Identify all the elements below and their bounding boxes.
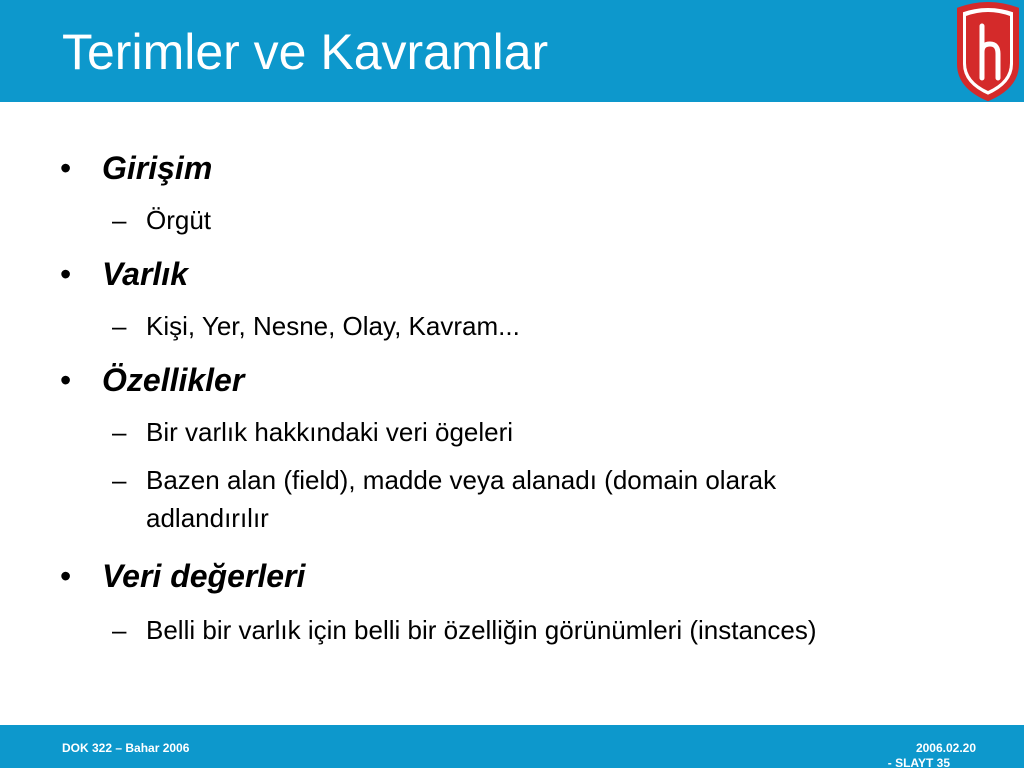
dash-mark: –	[112, 465, 127, 495]
dash-mark: –	[112, 205, 127, 235]
bullet-label: Varlık	[102, 256, 188, 292]
dash-mark: –	[112, 311, 127, 341]
sub-text: Belli bir varlık için belli bir özelliğin görünümleri (instances)	[146, 615, 817, 645]
bullet-mark: •	[60, 150, 72, 186]
slide-date: 2006.02.20	[915, 741, 976, 755]
footer-band	[0, 725, 1024, 768]
sub-text: Bazen alan (field), madde veya alanadı (domain olarak adlandırılır	[146, 465, 777, 533]
dash-mark: –	[112, 417, 127, 447]
sub-text: Bir varlık hakkındaki veri ögeleri	[146, 417, 514, 447]
slide-number: - SLAYT 35	[887, 756, 950, 770]
slide-title: Terimler ve Kavramlar	[62, 24, 549, 80]
sub-text: Kişi, Yer, Nesne, Olay, Kavram...	[146, 311, 520, 341]
bullet-mark: •	[60, 558, 72, 594]
dash-mark: –	[112, 615, 127, 645]
course-label: DOK 322 – Bahar 2006	[62, 741, 190, 755]
bullet-label: Özellikler	[102, 362, 245, 398]
bullet-mark: •	[60, 362, 72, 398]
bullet-label: Veri değerleri	[102, 558, 306, 594]
bullet-label: Girişim	[102, 150, 213, 186]
bullet-mark: •	[60, 256, 72, 292]
sub-text: Örgüt	[146, 205, 212, 235]
